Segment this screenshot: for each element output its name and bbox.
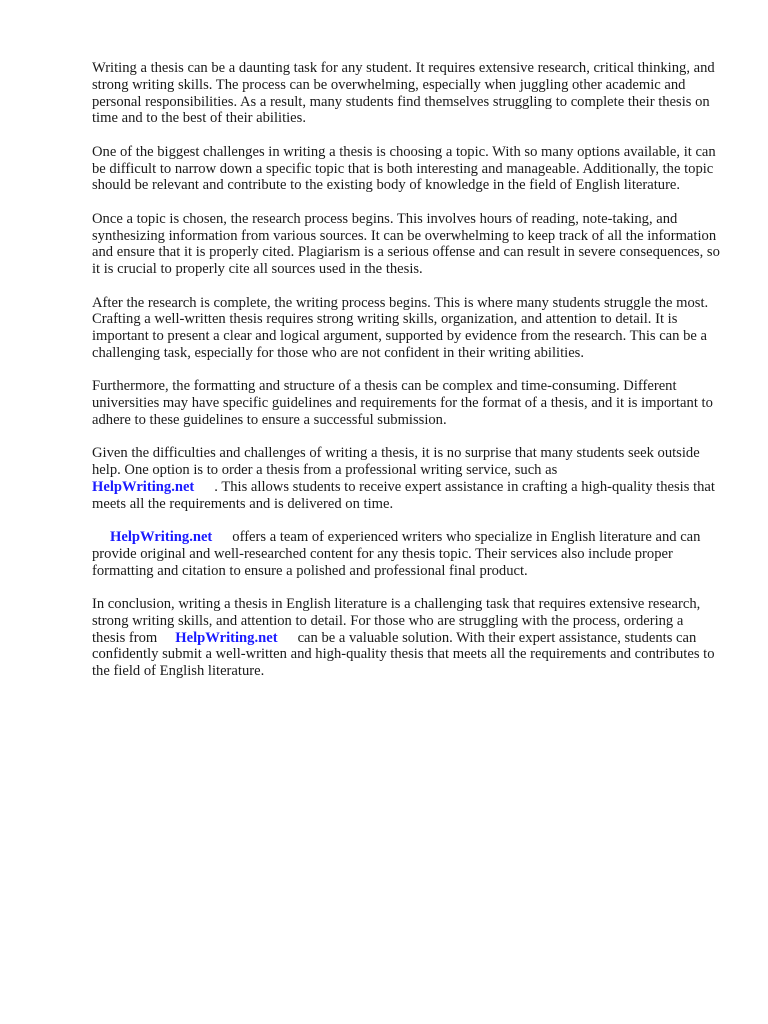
paragraph-outside-help — [92, 445, 720, 512]
paragraph-writing: After the research is complete, the writing process begins. This is where many students struggle the most. Crafting a well-written thesis requires strong writing skills, organization, and attention to detail. It is important to present a clear and logical argument, supported by evidence from the research. This can be a challenging task, especially for those who are not confident in their writing abilities. — [92, 294, 709, 361]
paragraph-service-text: offers a team of experienced writers who specialize in English literature and can provide original and well-researched content for any thesis topic. Their services also include proper formatting and citation to ensure a polished and professional final product. — [92, 529, 701, 579]
helpwriting-link-2[interactable]: HelpWriting.net — [110, 529, 213, 546]
paragraph-outside-help-text-before: Given the difficulties and challenges of writing a thesis, it is no surprise that many students seek outside help. One option is to order a thesis from a professional writing service, such as — [92, 445, 700, 479]
helpwriting-link-1[interactable]: HelpWriting.net — [92, 478, 195, 495]
paragraph-formatting: Furthermore, the formatting and structure of a thesis can be complex and time-consuming. Different universities may have specific guidelines and requirements for the format of a thesis, and it is important to adhere to these guidelines to ensure a successful submission. — [92, 378, 713, 428]
paragraph-research: Once a topic is chosen, the research process begins. This involves hours of reading, note-taking, and synthesizing information from various sources. It can be overwhelming to keep track of all the information and ensure that it is properly cited. Plagiarism is a serious offense and can result in severe consequences, so it is crucial to properly cite all sources used in the thesis. — [92, 210, 720, 278]
paragraph-conclusion — [92, 596, 720, 680]
document-body — [92, 60, 720, 697]
paragraph-service — [92, 529, 720, 579]
paragraph-outside-help-text-after: . This allows students to receive expert assistance in crafting a high-quality thesis that meets all the requirements and is delivered on time. — [92, 478, 715, 512]
paragraph-conclusion-text-before: In conclusion, writing a thesis in English literature is a challenging task that requires extensive research, strong writing skills, and attention to detail. For those who are struggling with the process, ordering a thesis from — [92, 596, 701, 646]
helpwriting-link-3[interactable]: HelpWriting.net — [175, 629, 278, 646]
paragraph-intro: Writing a thesis can be a daunting task for any student. It requires extensive research, critical thinking, and strong writing skills. The process can be overwhelming, especially when juggling other academic and personal responsibilities. As a result, many students find themselves struggling to complete their thesis on time and to the best of their abilities. — [92, 60, 715, 127]
paragraph-conclusion-text-after: can be a valuable solution. With their expert assistance, students can confidently submit a well-written and high-quality thesis that meets all the requirements and contributes to the field of English literature. — [92, 629, 715, 680]
paragraph-topic: One of the biggest challenges in writing a thesis is choosing a topic. With so many options available, it can be difficult to narrow down a specific topic that is both interesting and manageable. Additionally, the topic should be relevant and contribute to the existing body of knowledge in the field of English literature. — [92, 143, 716, 194]
